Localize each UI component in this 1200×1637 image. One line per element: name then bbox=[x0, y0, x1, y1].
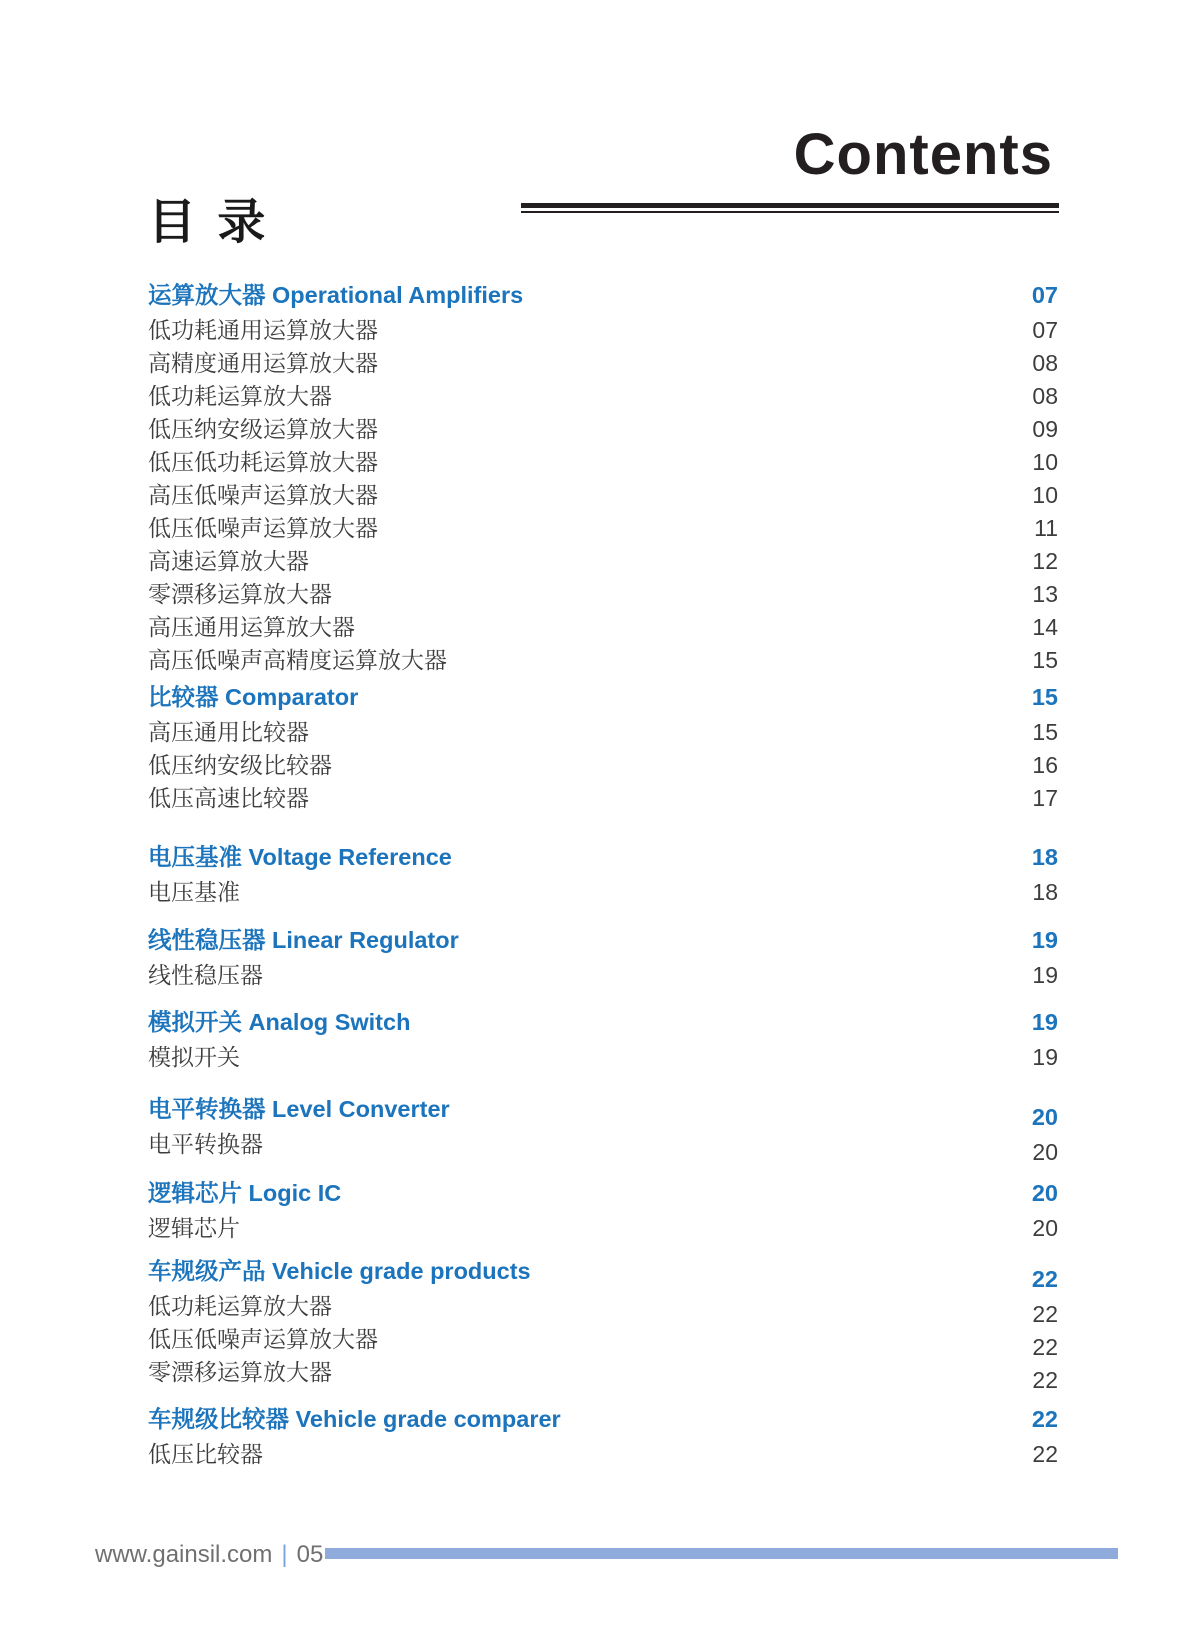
toc-entry-page: 07 bbox=[1031, 282, 1058, 308]
toc-entry-page: 08 bbox=[1032, 383, 1058, 409]
toc-entry-page: 10 bbox=[1032, 482, 1058, 508]
toc-entry-page: 20 bbox=[1031, 1180, 1058, 1206]
toc-entry-page: 15 bbox=[1032, 719, 1058, 745]
toc-item[interactable] bbox=[148, 578, 1058, 611]
toc-section-logic-ic bbox=[148, 1177, 1058, 1245]
toc-entry-page: 12 bbox=[1032, 548, 1058, 574]
page-title-chinese: 目 录 bbox=[148, 196, 270, 249]
toc-entry-page: 15 bbox=[1032, 647, 1058, 673]
toc-entry-page: 20 bbox=[1032, 1139, 1058, 1165]
toc-section-header[interactable] bbox=[148, 1403, 1058, 1436]
toc-item[interactable] bbox=[148, 644, 1058, 677]
toc-section-voltage-reference bbox=[148, 841, 1058, 909]
toc-entry-title: 模拟开关 Analog Switch bbox=[148, 1009, 411, 1035]
toc-entry-page: 22 bbox=[1032, 1301, 1058, 1327]
toc-entry-page: 22 bbox=[1031, 1406, 1058, 1432]
footer bbox=[95, 1541, 323, 1569]
toc-entry-page: 11 bbox=[1034, 515, 1058, 541]
toc-entry-title: 低压高速比较器 bbox=[148, 785, 309, 811]
toc-entry-title: 低压纳安级比较器 bbox=[148, 752, 332, 778]
title-divider-rule bbox=[521, 203, 1059, 213]
toc-entry-title: 高速运算放大器 bbox=[148, 548, 309, 574]
toc-item[interactable] bbox=[148, 611, 1058, 644]
toc-entry-title: 低压纳安级运算放大器 bbox=[148, 416, 378, 442]
toc-item[interactable] bbox=[148, 1128, 1058, 1165]
toc-entry-page: 22 bbox=[1032, 1367, 1058, 1393]
toc-entry-page: 19 bbox=[1032, 962, 1058, 988]
divider-thick-line bbox=[521, 203, 1059, 208]
toc-entry-page: 18 bbox=[1032, 879, 1058, 905]
toc-item[interactable] bbox=[148, 413, 1058, 446]
toc-entry-title: 电平转换器 bbox=[148, 1131, 263, 1157]
toc-entry-title: 低功耗运算放大器 bbox=[148, 383, 332, 409]
footer-page-number: 05 bbox=[296, 1541, 324, 1568]
toc-item[interactable] bbox=[148, 749, 1058, 782]
toc-entry-title: 高压通用比较器 bbox=[148, 719, 309, 745]
toc-item[interactable] bbox=[148, 1041, 1058, 1074]
toc-entry-title: 低压低功耗运算放大器 bbox=[148, 449, 378, 475]
toc-item[interactable] bbox=[148, 512, 1058, 545]
toc-entry-title: 车规级产品 Vehicle grade products bbox=[148, 1258, 531, 1284]
toc-entry-title: 低压低噪声运算放大器 bbox=[148, 515, 378, 541]
toc-entry-title: 车规级比较器 Vehicle grade comparer bbox=[148, 1406, 561, 1432]
toc-entry-page: 08 bbox=[1032, 350, 1058, 376]
toc-entry-title: 电压基准 bbox=[148, 879, 240, 905]
toc-item[interactable] bbox=[148, 1212, 1058, 1245]
toc-section-header[interactable] bbox=[148, 841, 1058, 874]
toc-item[interactable] bbox=[148, 876, 1058, 909]
toc-section-header[interactable] bbox=[148, 1006, 1058, 1039]
toc-entry-title: 高精度通用运算放大器 bbox=[148, 350, 378, 376]
toc-entry-title: 电压基准 Voltage Reference bbox=[148, 844, 452, 870]
toc-entry-page: 19 bbox=[1031, 927, 1058, 953]
footer-website: www.gainsil.com bbox=[95, 1541, 273, 1568]
toc-item[interactable] bbox=[148, 1323, 1058, 1360]
toc-entry-page: 18 bbox=[1031, 844, 1058, 870]
toc-section-header[interactable] bbox=[148, 1255, 1058, 1292]
toc-entry-title: 高压低噪声高精度运算放大器 bbox=[148, 647, 447, 673]
toc-entry-page: 13 bbox=[1032, 581, 1058, 607]
toc-item[interactable] bbox=[148, 545, 1058, 578]
toc-item[interactable] bbox=[148, 716, 1058, 749]
toc-entry-title: 模拟开关 bbox=[148, 1044, 240, 1070]
toc-item[interactable] bbox=[148, 446, 1058, 479]
toc-entry-page: 20 bbox=[1031, 1104, 1058, 1130]
page-title-english: Contents bbox=[793, 122, 1053, 187]
toc-entry-page: 19 bbox=[1031, 1009, 1058, 1035]
toc-section-header[interactable] bbox=[148, 681, 1058, 714]
toc-section-operational-amplifiers bbox=[148, 279, 1058, 677]
toc-item[interactable] bbox=[148, 782, 1058, 815]
toc-section-level-converter bbox=[148, 1093, 1058, 1165]
toc-entry-page: 16 bbox=[1032, 752, 1058, 778]
toc-entry-title: 运算放大器 Operational Amplifiers bbox=[148, 282, 524, 308]
toc-entry-page: 19 bbox=[1032, 1044, 1058, 1070]
toc-entry-title: 比较器 Comparator bbox=[148, 684, 359, 710]
footer-accent-bar bbox=[325, 1548, 1118, 1559]
toc-entry-title: 电平转换器 Level Converter bbox=[148, 1096, 450, 1122]
toc-entry-page: 20 bbox=[1032, 1215, 1058, 1241]
toc-entry-page: 22 bbox=[1032, 1334, 1058, 1360]
toc-entry-page: 17 bbox=[1032, 785, 1058, 811]
toc-entry-page: 15 bbox=[1031, 684, 1058, 710]
toc-section-header[interactable] bbox=[148, 1177, 1058, 1210]
toc-entry-title: 零漂移运算放大器 bbox=[148, 581, 332, 607]
toc-entry-page: 10 bbox=[1032, 449, 1058, 475]
toc-entry-title: 逻辑芯片 Logic IC bbox=[148, 1180, 342, 1206]
toc-section-header[interactable] bbox=[148, 1093, 1058, 1130]
toc-section-linear-regulator bbox=[148, 924, 1058, 992]
toc-entry-title: 低压低噪声运算放大器 bbox=[148, 1326, 378, 1352]
toc-item[interactable] bbox=[148, 314, 1058, 347]
toc-entry-title: 低压比较器 bbox=[148, 1441, 263, 1467]
toc-section-header[interactable] bbox=[148, 924, 1058, 957]
toc-item[interactable] bbox=[148, 1356, 1058, 1393]
toc-item[interactable] bbox=[148, 1438, 1058, 1471]
toc-section-vehicle-grade-comparer bbox=[148, 1403, 1058, 1471]
table-of-contents bbox=[148, 279, 1058, 1471]
divider-thin-line bbox=[521, 211, 1059, 213]
toc-item[interactable] bbox=[148, 380, 1058, 413]
toc-entry-title: 高压低噪声运算放大器 bbox=[148, 482, 378, 508]
toc-section-vehicle-grade-products bbox=[148, 1255, 1058, 1393]
toc-item[interactable] bbox=[148, 959, 1058, 992]
toc-entry-title: 低功耗运算放大器 bbox=[148, 1293, 332, 1319]
toc-item[interactable] bbox=[148, 479, 1058, 512]
toc-entry-page: 09 bbox=[1032, 416, 1058, 442]
footer-separator: | bbox=[281, 1541, 288, 1568]
toc-entry-title: 零漂移运算放大器 bbox=[148, 1359, 332, 1385]
toc-entry-title: 线性稳压器 bbox=[148, 962, 263, 988]
toc-section-comparator bbox=[148, 681, 1058, 815]
toc-entry-title: 高压通用运算放大器 bbox=[148, 614, 355, 640]
toc-item[interactable] bbox=[148, 347, 1058, 380]
toc-entry-title: 线性稳压器 Linear Regulator bbox=[148, 927, 459, 953]
toc-entry-page: 14 bbox=[1032, 614, 1058, 640]
toc-entry-title: 低功耗通用运算放大器 bbox=[148, 317, 378, 343]
toc-entry-page: 07 bbox=[1032, 317, 1058, 343]
toc-item[interactable] bbox=[148, 1290, 1058, 1327]
toc-section-analog-switch bbox=[148, 1006, 1058, 1074]
toc-entry-title: 逻辑芯片 bbox=[148, 1215, 240, 1241]
toc-entry-page: 22 bbox=[1032, 1441, 1058, 1467]
toc-entry-page: 22 bbox=[1031, 1266, 1058, 1292]
toc-section-header[interactable] bbox=[148, 279, 1058, 312]
